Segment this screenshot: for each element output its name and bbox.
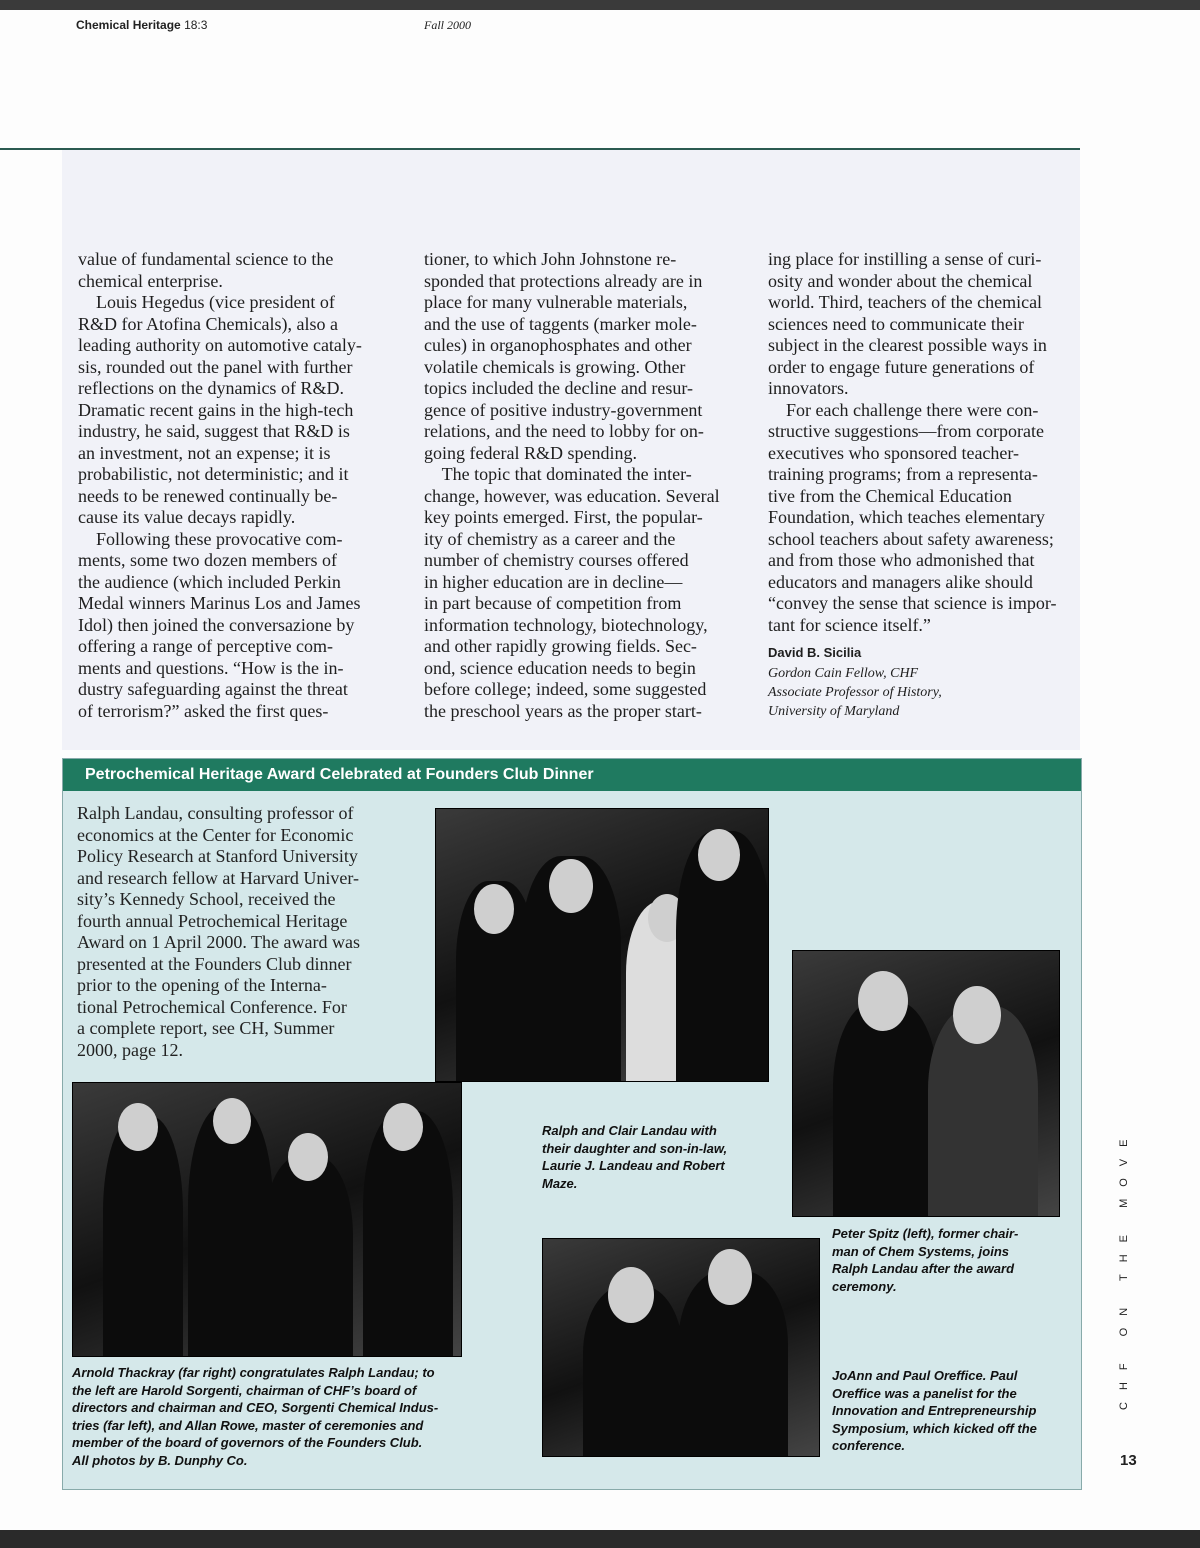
- text-line: member of the board of governors of the Founders Club.: [72, 1435, 423, 1450]
- caption-landau-family: [542, 1122, 727, 1192]
- text-line: ments, some two dozen members of: [78, 550, 337, 570]
- text-line: ceremony.: [832, 1278, 897, 1294]
- text-line: tive from the Chemical Education: [768, 485, 1012, 506]
- text-line: cause its value decays rapidly.: [78, 507, 296, 527]
- section-label: CHF ON THE MOVE: [1118, 1127, 1130, 1410]
- text-line: Award on 1 April 2000. The award was: [77, 932, 360, 952]
- text-line: place for many vulnerable materials,: [424, 292, 688, 312]
- text-line: their daughter and son-in-law,: [542, 1140, 728, 1156]
- text-line: Policy Research at Stanford University: [77, 846, 358, 866]
- text-line: in higher education are in decline—: [424, 571, 683, 592]
- sidebar-intro: [77, 803, 360, 1061]
- text-line: and research fellow at Harvard Univer-: [77, 867, 359, 888]
- text-line: offering a range of perceptive com-: [78, 636, 334, 656]
- text-line: ing place for instilling a sense of curi-: [768, 249, 1042, 269]
- text-line: and the use of taggents (marker mole-: [424, 313, 697, 334]
- text-line: fourth annual Petrochemical Heritage: [77, 910, 348, 931]
- text-line: tioner, to which John Johnstone re-: [424, 249, 677, 269]
- text-line: executives who sponsored teacher-: [768, 442, 1020, 463]
- text-line: change, however, was education. Several: [424, 485, 720, 506]
- text-line: Symposium, which kicked off the: [832, 1420, 1037, 1436]
- photo-landau-family: [435, 808, 769, 1082]
- sidebar-title: Petrochemical Heritage Award Celebrated at Founders Club Dinner: [63, 759, 1081, 791]
- caption-spitz: [832, 1225, 1018, 1295]
- issue-number: 18:3: [184, 18, 208, 32]
- text-line: sponded that protections already are in: [424, 270, 703, 291]
- text-line: JoAnn and Paul Oreffice. Paul: [832, 1368, 1018, 1383]
- text-line: school teachers about safety awareness;: [768, 528, 1054, 549]
- text-line: Idol) then joined the conversazione by: [78, 614, 355, 635]
- text-line: Oreffice was a panelist for the: [832, 1385, 1017, 1401]
- text-line: conference.: [832, 1438, 905, 1453]
- author-title: Associate Professor of History,: [768, 684, 942, 700]
- text-line: Louis Hegedus (vice president of: [78, 292, 335, 312]
- photo-oreffice: [542, 1238, 820, 1457]
- text-line: volatile chemicals is growing. Other: [424, 356, 686, 377]
- text-line: ond, science education needs to begin: [424, 657, 696, 678]
- text-line: prior to the opening of the Interna-: [77, 975, 327, 995]
- running-header: [76, 18, 207, 32]
- scan-edge-bottom: [0, 1530, 1200, 1548]
- text-line: Ralph Landau after the award: [832, 1261, 1015, 1276]
- text-line: dustry safeguarding against the threat: [78, 679, 348, 699]
- text-line: All photos by B. Dunphy Co.: [72, 1452, 248, 1468]
- text-line: presented at the Founders Club dinner: [77, 953, 352, 974]
- text-line: 2000, page 12.: [77, 1039, 183, 1060]
- text-line: osity and wonder about the chemical: [768, 270, 1033, 291]
- text-line: The topic that dominated the inter-: [424, 464, 692, 484]
- text-line: subject in the clearest possible ways in: [768, 335, 1047, 355]
- text-line: Dramatic recent gains in the high-tech: [78, 399, 354, 420]
- text-line: tional Petrochemical Conference. For: [77, 996, 347, 1017]
- text-line: man of Chem Systems, joins: [832, 1243, 1009, 1259]
- text-line: Ralph Landau, consulting professor of: [77, 803, 354, 823]
- text-line: a complete report, see CH, Summer: [77, 1018, 335, 1038]
- caption-thackray: [72, 1364, 438, 1469]
- text-line: innovators.: [768, 378, 849, 398]
- publication-name: Chemical Heritage: [76, 18, 181, 32]
- text-line: Ralph and Clair Landau with: [542, 1123, 717, 1138]
- text-line: Innovation and Entrepreneurship: [832, 1403, 1037, 1418]
- text-line: of terrorism?” asked the first ques-: [78, 700, 329, 721]
- text-line: the preschool years as the proper start-: [424, 700, 702, 721]
- article-column-2: [424, 249, 720, 722]
- text-line: leading authority on automotive cataly-: [78, 335, 362, 355]
- text-line: Peter Spitz (left), former chair-: [832, 1226, 1019, 1241]
- author-title: Gordon Cain Fellow, CHF: [768, 665, 919, 681]
- page-number: 13: [1120, 1452, 1137, 1469]
- text-line: number of chemistry courses offered: [424, 550, 689, 570]
- text-line: educators and managers alike should: [768, 571, 1033, 592]
- text-line: Laurie J. Landeau and Robert: [542, 1158, 725, 1173]
- text-line: cules) in organophosphates and other: [424, 335, 692, 355]
- text-line: chemical enterprise.: [78, 270, 223, 291]
- photo-spitz: [792, 950, 1060, 1217]
- text-line: economics at the Center for Economic: [77, 824, 354, 845]
- text-line: directors and chairman and CEO, Sorgenti Chemical Indus-: [72, 1400, 439, 1415]
- text-line: R&D for Atofina Chemicals), also a: [78, 313, 338, 334]
- article-column-3: [768, 249, 1057, 721]
- text-line: order to engage future generations of: [768, 356, 1035, 377]
- author-title: University of Maryland: [768, 703, 900, 719]
- text-line: the left are Harold Sorgenti, chairman of CHF’s board of: [72, 1382, 417, 1398]
- text-line: sis, rounded out the panel with further: [78, 356, 353, 377]
- text-line: training programs; from a representa-: [768, 464, 1038, 484]
- text-line: probabilistic, not deterministic; and it: [78, 464, 349, 484]
- text-line: the audience (which included Perkin: [78, 571, 341, 592]
- text-line: relations, and the need to lobby for on-: [424, 421, 704, 441]
- scan-edge-top: [0, 0, 1200, 10]
- text-line: going federal R&D spending.: [424, 442, 637, 463]
- text-line: sciences need to communicate their: [768, 313, 1024, 334]
- author-name: David B. Sicilia: [768, 645, 862, 660]
- text-line: and other rapidly growing fields. Sec-: [424, 636, 697, 656]
- header-rule: [0, 148, 1080, 150]
- text-line: reflections on the dynamics of R&D.: [78, 378, 344, 398]
- text-line: needs to be renewed continually be-: [78, 485, 338, 506]
- text-line: an investment, not an expense; it is: [78, 442, 331, 463]
- text-line: Following these provocative com-: [78, 528, 343, 549]
- text-line: and from those who admonished that: [768, 550, 1035, 570]
- text-line: ity of chemistry as a career and the: [424, 528, 676, 549]
- photo-thackray: [72, 1082, 462, 1357]
- text-line: before college; indeed, some suggested: [424, 679, 707, 699]
- text-line: information technology, biotechnology,: [424, 614, 708, 635]
- text-line: key points emerged. First, the popular-: [424, 507, 703, 527]
- text-line: tries (far left), and Allan Rowe, master of ceremonies and: [72, 1417, 424, 1433]
- text-line: Medal winners Marinus Los and James: [78, 593, 361, 613]
- text-line: value of fundamental science to the: [78, 249, 334, 269]
- text-line: industry, he said, suggest that R&D is: [78, 421, 350, 441]
- text-line: Maze.: [542, 1175, 578, 1191]
- text-line: tant for science itself.”: [768, 614, 931, 635]
- text-line: ments and questions. “How is the in-: [78, 657, 344, 678]
- text-line: “convey the sense that science is impor-: [768, 593, 1057, 613]
- caption-oreffice: [832, 1367, 1037, 1455]
- text-line: Arnold Thackray (far right) congratulates Ralph Landau; to: [72, 1365, 435, 1380]
- article-column-1: [78, 249, 362, 722]
- issue-date: Fall 2000: [424, 18, 471, 32]
- text-line: world. Third, teachers of the chemical: [768, 292, 1043, 312]
- text-line: structive suggestions—from corporate: [768, 421, 1044, 441]
- text-line: gence of positive industry-government: [424, 399, 703, 420]
- text-line: Foundation, which teaches elementary: [768, 507, 1045, 527]
- text-line: topics included the decline and resur-: [424, 378, 694, 398]
- text-line: sity’s Kennedy School, received the: [77, 889, 336, 909]
- text-line: For each challenge there were con-: [768, 399, 1039, 420]
- text-line: in part because of competition from: [424, 593, 682, 613]
